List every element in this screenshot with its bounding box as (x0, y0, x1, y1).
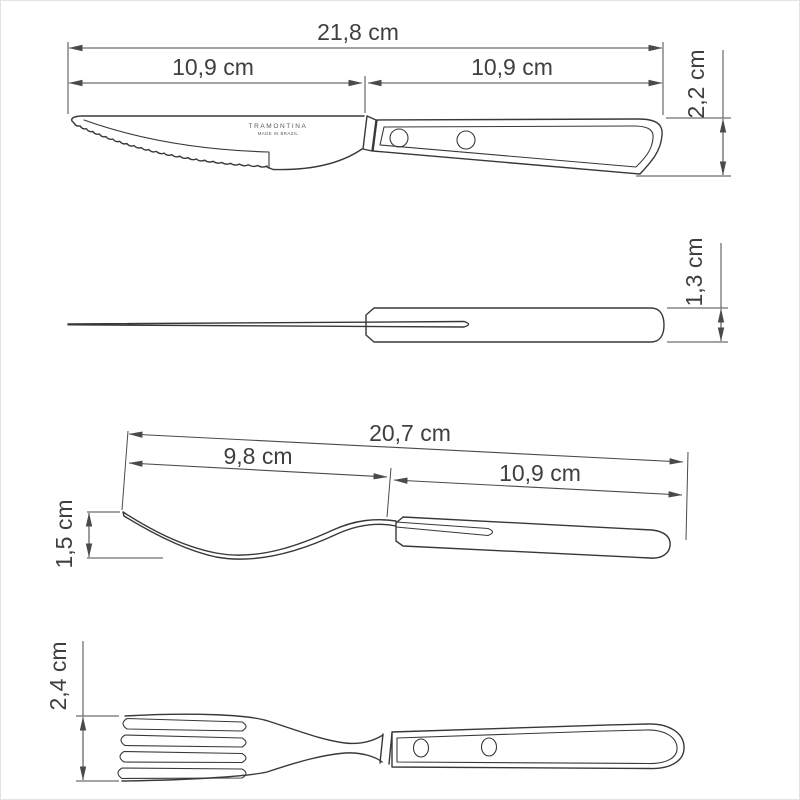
fork-top-upper-outline (125, 714, 383, 743)
knife-choil-curve (266, 149, 362, 170)
fork-head-length-label: 9,8 cm (223, 443, 293, 469)
fork-side-tang-slot (396, 522, 493, 536)
fork-side-view (123, 512, 670, 559)
knife-top-view (72, 116, 662, 174)
fork-top-view (118, 714, 684, 781)
knife-serrated-edge (74, 123, 267, 167)
fork-rivet-left (414, 739, 429, 757)
knife-blade-spine (72, 116, 364, 123)
fork-top-dimensions (45, 641, 119, 781)
knife-handle-inner-outline (380, 126, 653, 167)
fork-handle-inner-outline (397, 730, 677, 764)
knife-total-length-label: 21,8 cm (317, 19, 399, 45)
knife-handle-length-label: 10,9 cm (471, 54, 553, 80)
fork-head-rise-label: 1,5 cm (51, 499, 77, 569)
fork-tine-3 (120, 752, 246, 763)
ext-line-left (122, 431, 128, 510)
ext-line-middle (387, 468, 391, 517)
fork-side-upper-curve (123, 512, 396, 555)
fork-tine-1 (123, 719, 246, 732)
knife-handle-height-label: 2,2 cm (683, 49, 709, 119)
knife-side-handle (366, 308, 664, 342)
fork-rivet-right (482, 738, 497, 756)
knife-grind-line (84, 120, 269, 169)
fork-top-lower-outline (122, 753, 382, 781)
ext-line-right (686, 452, 688, 540)
knife-rivet-right (457, 131, 475, 149)
knife-top-dimensions (68, 19, 731, 176)
knife-blade-length-label: 10,9 cm (172, 54, 254, 80)
fork-total-length-label: 20,7 cm (369, 420, 451, 446)
brand-name-text: TRAMONTINA (248, 123, 308, 130)
fork-tine-2 (121, 735, 246, 747)
fork-head-width-label: 2,4 cm (45, 641, 71, 711)
knife-side-view (68, 308, 664, 342)
brand-origin-text: MADE IN BRAZIL (257, 131, 299, 136)
fork-side-tip (123, 512, 124, 516)
knife-handle-thickness-label: 1,3 cm (681, 237, 707, 307)
knife-rivet-left (390, 129, 408, 147)
fork-handle-length-label: 10,9 cm (499, 460, 581, 486)
knife-side-blade-tang (68, 322, 469, 328)
knife-side-dimensions (667, 237, 728, 342)
fork-side-dimensions (51, 420, 688, 569)
fork-bolster (380, 733, 392, 764)
fork-side-handle (396, 517, 670, 558)
